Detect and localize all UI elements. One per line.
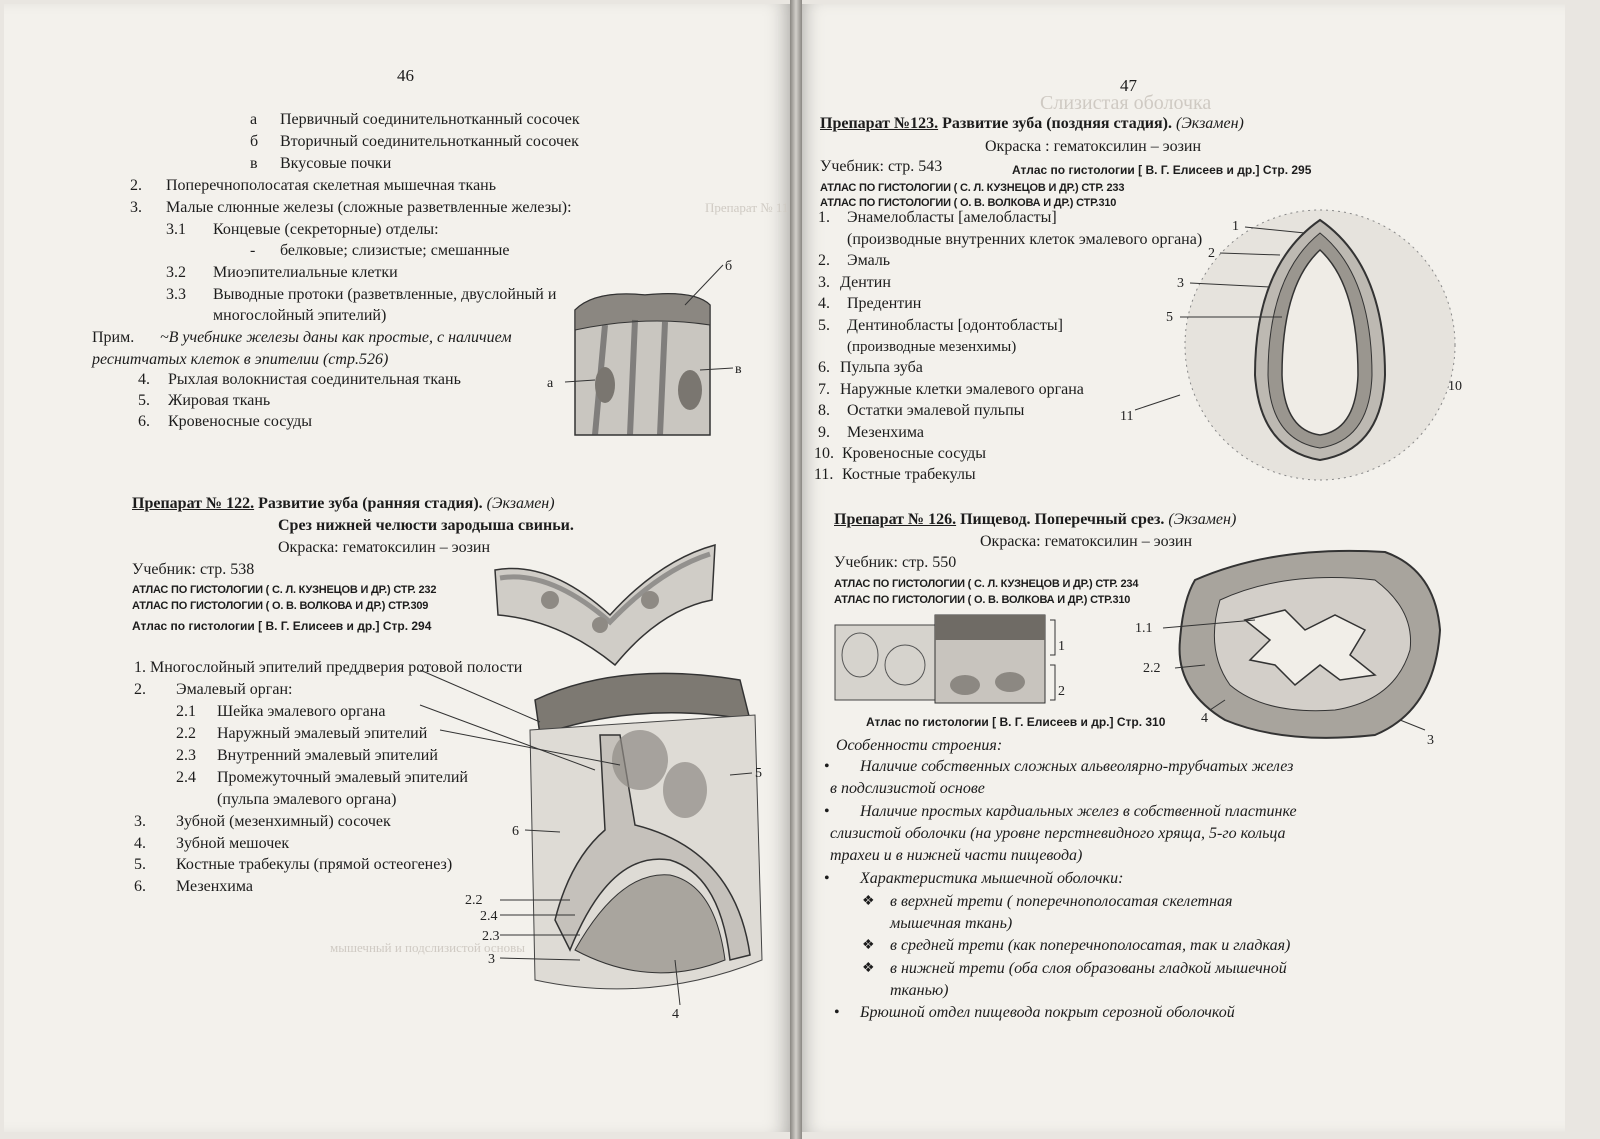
list-num: -	[250, 242, 256, 259]
fig-label: 2	[1058, 684, 1065, 699]
fig-label: 3	[1427, 733, 1434, 748]
list-item: Эмаль	[847, 252, 891, 269]
textbook-ref: Учебник: стр. 543	[820, 158, 943, 175]
list-item: Поперечнополосатая скелетная мышечная ткань	[166, 177, 497, 194]
note-label: Прим.	[92, 329, 135, 346]
list-num: 3.	[134, 813, 146, 830]
list-num: 2.	[818, 252, 830, 269]
list-num: 2.2	[176, 725, 196, 742]
fig-label: 4	[1201, 711, 1208, 726]
fig-label: 1	[1232, 219, 1239, 234]
fig-label: 4	[672, 1007, 679, 1022]
textbook-ref: Учебник: стр. 538	[132, 561, 255, 578]
list-item: Энамелобласты [амелобласты]	[847, 209, 1057, 226]
list-item: Кровеносные сосуды	[842, 445, 986, 462]
fig-label: 3	[488, 952, 495, 967]
list-num: 6.	[818, 359, 830, 376]
list-num: 3.	[818, 274, 830, 291]
list-item-cont: (пульпа эмалевого органа)	[217, 791, 397, 808]
list-item: Костные трабекулы	[842, 466, 976, 483]
papilla-illustration	[535, 250, 750, 445]
list-item: Малые слюнные железы (сложные разветвленные железы):	[166, 199, 572, 216]
list-item: Мезенхима	[847, 424, 924, 441]
fig-label: 5	[1166, 310, 1173, 325]
list-item: Вторичный соединительнотканный сосочек	[280, 133, 579, 150]
fig-label: 2.2	[1143, 661, 1161, 676]
bullet: •	[824, 803, 830, 820]
fig-label: 3	[1177, 276, 1184, 291]
list-num: 2.3	[176, 747, 196, 764]
list-item: Эмалевый орган:	[176, 681, 293, 698]
list-item: Вкусовые почки	[280, 155, 392, 172]
feature-text: Брюшной отдел пищевода покрыт серозной оболочкой	[860, 1004, 1235, 1021]
feature-text: мышечная ткань)	[890, 915, 1013, 932]
list-item: Концевые (секреторные) отделы:	[213, 221, 439, 238]
list-num: 3.1	[166, 221, 186, 238]
list-item: Первичный соединительнотканный сосочек	[280, 111, 580, 128]
atlas-ref: Атлас по гистологии [ В. Г. Елисеев и др.] Стр. 294	[132, 619, 432, 633]
list-item: Промежуточный эмалевый эпителий	[217, 769, 468, 786]
prep-title: Пищевод. Поперечный срез.	[960, 511, 1165, 528]
esophagus-cross-section-illustration	[1135, 540, 1455, 750]
list-num: 4.	[134, 835, 146, 852]
list-num: 3.	[130, 199, 142, 216]
list-item: Шейка эмалевого органа	[217, 703, 386, 720]
list-num: 11.	[814, 466, 834, 483]
list-item: Наружные клетки эмалевого органа	[840, 381, 1084, 398]
esophagus-detail-illustration	[830, 610, 1070, 710]
list-item: Жировая ткань	[168, 392, 271, 409]
list-item: Пульпа зуба	[840, 359, 923, 376]
atlas-ref: АТЛАС ПО ГИСТОЛОГИИ ( О. В. ВОЛКОВА И ДР.) СТР.310	[834, 594, 1131, 606]
prep-number: Препарат № 126.	[834, 511, 957, 528]
fig-label: 2.4	[480, 909, 498, 924]
fig-label: б	[725, 259, 733, 274]
feature-text: трахеи и в нижней части пищевода)	[830, 847, 1083, 864]
list-item: Костные трабекулы (прямой остеогенез)	[176, 856, 453, 873]
fig-label: 1	[1058, 639, 1065, 654]
note-text: реснитчатых клеток в эпителии (стр.526)	[92, 351, 389, 368]
sub-bullet: ❖	[862, 961, 875, 976]
prep-heading	[132, 494, 555, 514]
list-num: 5.	[818, 317, 830, 334]
tooth-germ-early-illustration	[465, 660, 775, 1022]
list-num: 8.	[818, 402, 830, 419]
list-num: 10.	[814, 445, 834, 462]
list-item: Рыхлая волокнистая соединительная ткань	[168, 371, 461, 388]
prep-number: Препарат №123.	[820, 115, 939, 132]
atlas-ref: Атлас по гистологии [ В. Г. Елисеев и др.] Стр. 295	[1012, 163, 1312, 177]
list-num: 4.	[818, 295, 830, 312]
prep-heading	[834, 510, 1236, 530]
stain: Окраска : гематоксилин – эозин	[985, 138, 1202, 155]
list-num: 6.	[138, 413, 150, 430]
feature-text: Наличие простых кардиальных желез в собственной пластинке	[860, 803, 1297, 820]
list-num: 1.	[818, 209, 830, 226]
list-num: в	[250, 155, 258, 172]
list-item: Предентин	[847, 295, 922, 312]
feature-text: в подслизистой основе	[830, 780, 985, 797]
atlas-ref: АТЛАС ПО ГИСТОЛОГИИ ( О. В. ВОЛКОВА И ДР.) СТР.309	[132, 600, 429, 612]
list-num: 6.	[134, 878, 146, 895]
list-num: 5.	[134, 856, 146, 873]
fig-label: 10	[1448, 379, 1462, 394]
list-num: 3.2	[166, 264, 186, 281]
atlas-ref: Атлас по гистологии [ В. Г. Елисеев и др.] Стр. 310	[866, 715, 1166, 729]
page-number-right: 47	[1120, 76, 1137, 95]
page-number-left: 46	[397, 66, 414, 85]
list-item: Выводные протоки (разветвленные, двуслойный и	[213, 286, 557, 303]
list-num: а	[250, 111, 258, 128]
fig-label: 6	[512, 824, 519, 839]
feature-text: в нижней трети (оба слоя образованы гладкой мышечной	[890, 960, 1287, 977]
list-num: 2.4	[176, 769, 196, 786]
list-num: 5.	[138, 392, 150, 409]
jaw-section-illustration	[490, 540, 720, 670]
fig-label: в	[735, 362, 742, 377]
stain: Окраска: гематоксилин – эозин	[980, 533, 1193, 550]
atlas-ref: АТЛАС ПО ГИСТОЛОГИИ ( С. Л. КУЗНЕЦОВ И ДР.) СТР. 232	[132, 584, 437, 596]
fig-label: 11	[1120, 409, 1134, 424]
list-item: Зубной (мезенхимный) сосочек	[176, 813, 391, 830]
features-title: Особенности строения:	[836, 737, 1003, 754]
list-item: Дентин	[840, 274, 891, 291]
textbook-ref: Учебник: стр. 550	[834, 554, 957, 571]
sub-bullet: ❖	[862, 938, 875, 953]
feature-text: в верхней трети ( поперечнополосатая скелетная	[890, 893, 1233, 910]
prep-title: Развитие зуба (поздняя стадия).	[942, 115, 1172, 132]
prep-title: Развитие зуба (ранняя стадия).	[258, 495, 483, 512]
list-item: Наружный эмалевый эпителий	[217, 725, 428, 742]
sub-bullet: ❖	[862, 894, 875, 909]
fig-label: 2.2	[465, 893, 483, 908]
feature-text: Наличие собственных сложных альвеолярно-трубчатых желез	[860, 758, 1294, 775]
list-item: Остатки эмалевой пульпы	[847, 402, 1025, 419]
list-item: Внутренний эмалевый эпителий	[217, 747, 438, 764]
list-item: Мезенхима	[176, 878, 253, 895]
exam-mark: (Экзамен)	[486, 495, 555, 512]
fig-label: 2	[1208, 246, 1215, 261]
book-gutter	[790, 0, 802, 1139]
fig-label: 1.1	[1135, 621, 1153, 636]
fig-label: 2.3	[482, 929, 500, 944]
atlas-ref: АТЛАС ПО ГИСТОЛОГИИ ( С. Л. КУЗНЕЦОВ И ДР.) СТР. 233	[820, 182, 1125, 194]
bullet: •	[834, 1004, 840, 1021]
tooth-germ-late-illustration	[1120, 205, 1465, 490]
list-item-cont: (производные мезенхимы)	[847, 339, 1017, 355]
list-num: 2.	[134, 681, 146, 698]
list-num: 7.	[818, 381, 830, 398]
feature-text: в средней трети (как поперечнополосатая, так и гладкая)	[890, 937, 1291, 954]
note-text: ~В учебнике железы даны как простые, с наличием	[160, 329, 512, 346]
atlas-ref: АТЛАС ПО ГИСТОЛОГИИ ( С. Л. КУЗНЕЦОВ И ДР.) СТР. 234	[834, 578, 1139, 590]
list-item-cont: (производные внутренних клеток эмалевого органа)	[847, 231, 1203, 248]
fig-label: 5	[755, 766, 762, 781]
list-num: б	[250, 133, 259, 150]
list-num: 2.	[130, 177, 142, 194]
exam-mark: (Экзамен)	[1168, 511, 1237, 528]
fig-label: а	[547, 376, 554, 391]
prep-number: Препарат № 122.	[132, 495, 255, 512]
list-item-cont: многослойный эпителий)	[213, 307, 387, 324]
list-num: 4.	[138, 371, 150, 388]
list-num: 1.	[134, 659, 146, 676]
list-item: Дентинобласты [одонтобласты]	[847, 317, 1063, 334]
list-item: Зубной мешочек	[176, 835, 290, 852]
list-item: Миоэпителиальные клетки	[213, 264, 398, 281]
list-item: белковые; слизистые; смешанные	[280, 242, 510, 259]
stain: Окраска: гематоксилин – эозин	[278, 539, 491, 556]
bullet: •	[824, 758, 830, 775]
feature-text: слизистой оболочки (на уровне перстневидного хряща, 5-го кольца	[830, 825, 1286, 842]
list-item: Многослойный эпителий преддверия ротовой полости	[150, 659, 523, 676]
exam-mark: (Экзамен)	[1175, 115, 1244, 132]
feature-text: тканью)	[890, 982, 949, 999]
atlas-ref: АТЛАС ПО ГИСТОЛОГИИ ( О. В. ВОЛКОВА И ДР.) СТР.310	[820, 197, 1117, 209]
prep-subtitle: Срез нижней челюсти зародыша свиньи.	[278, 517, 574, 534]
list-num: 2.1	[176, 703, 196, 720]
list-num: 9.	[818, 424, 830, 441]
list-item: Кровеносные сосуды	[168, 413, 312, 430]
bullet: •	[824, 870, 830, 887]
list-num: 3.3	[166, 286, 186, 303]
feature-text: Характеристика мышечной оболочки:	[860, 870, 1124, 887]
prep-heading	[820, 114, 1244, 134]
